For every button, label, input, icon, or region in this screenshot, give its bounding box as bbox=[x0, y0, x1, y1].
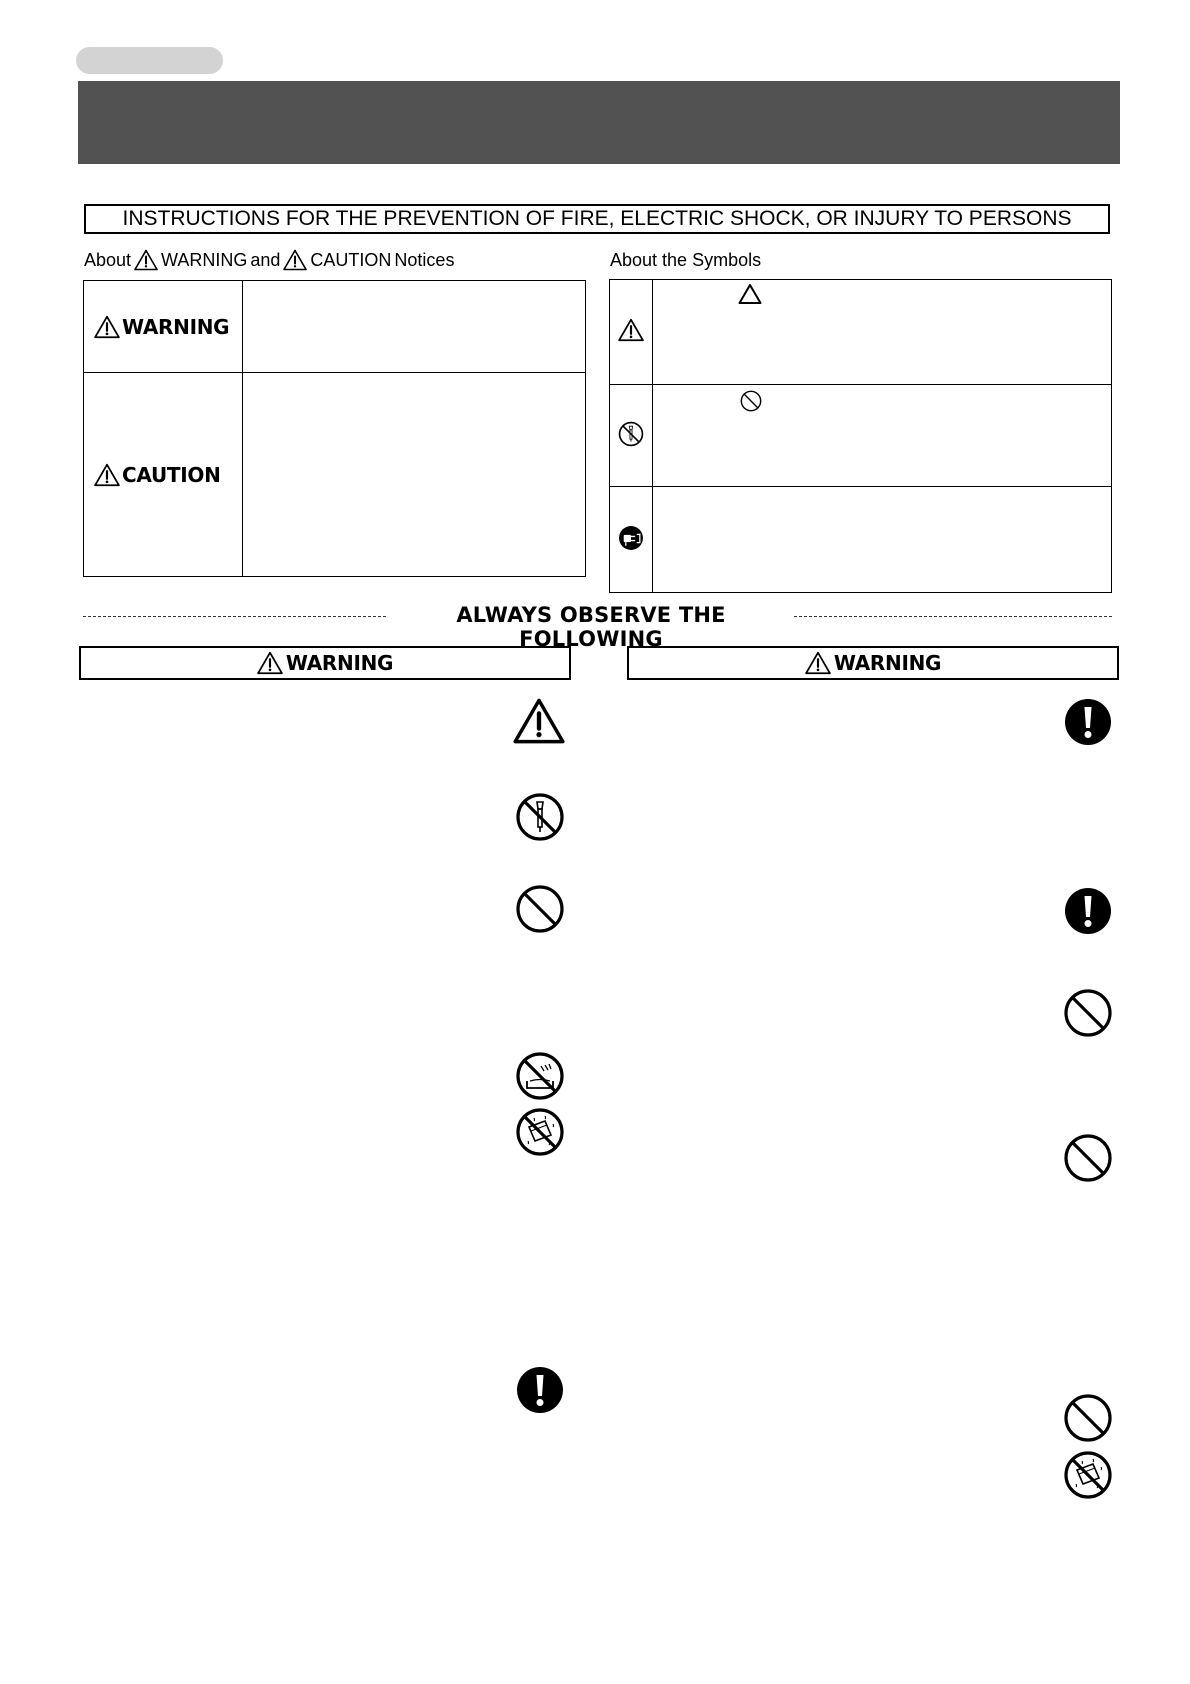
page-title-text: INSTRUCTIONS FOR THE PREVENTION OF FIRE, ELECTRIC SHOCK, OR INJURY TO PERSONS bbox=[122, 207, 1072, 230]
triangle-outline-icon bbox=[738, 283, 762, 305]
notices-table bbox=[83, 280, 586, 577]
warning-triangle-icon bbox=[134, 249, 158, 271]
right-warning-header: WARNING bbox=[627, 646, 1119, 680]
unplug-icon bbox=[618, 525, 644, 551]
no-disassemble-icon bbox=[515, 792, 565, 842]
prohibited-circle-icon bbox=[1063, 1393, 1113, 1443]
notices-section-title: About WARNING and CAUTION Notices bbox=[84, 249, 455, 270]
prohibited-circle-icon bbox=[515, 884, 565, 934]
prohibited-circle-icon bbox=[1063, 1133, 1113, 1183]
always-observe-heading: ALWAYS OBSERVE THE FOLLOWING bbox=[456, 603, 726, 651]
symbol-row-mandatory-text bbox=[653, 487, 1112, 593]
warning-triangle-icon bbox=[94, 315, 120, 339]
warning-triangle-icon bbox=[283, 249, 307, 271]
symbols-table bbox=[609, 279, 1112, 593]
symbol-row-triangle bbox=[610, 280, 1112, 385]
symbol-row-triangle-text bbox=[653, 280, 1112, 385]
left-warning-header: WARNING bbox=[79, 646, 571, 680]
warning-label: WARNING bbox=[84, 315, 242, 339]
no-wet-hands-icon bbox=[1063, 1450, 1113, 1500]
notice-row-warning bbox=[84, 281, 586, 373]
header-tab bbox=[76, 47, 223, 74]
symbol-row-prohibited bbox=[610, 385, 1112, 487]
divider-left bbox=[83, 616, 386, 617]
mandatory-action-icon bbox=[515, 1365, 565, 1415]
warning-triangle-icon bbox=[513, 697, 565, 745]
warning-description bbox=[243, 281, 586, 373]
mandatory-action-icon bbox=[1063, 697, 1113, 747]
no-water-icon bbox=[515, 1051, 565, 1101]
warning-triangle-icon bbox=[94, 463, 120, 487]
warning-triangle-icon bbox=[257, 651, 283, 675]
prohibited-circle-icon bbox=[1063, 988, 1113, 1038]
caution-description bbox=[243, 373, 586, 577]
symbols-section-title: About the Symbols bbox=[610, 250, 762, 270]
no-wet-hands-icon bbox=[515, 1107, 565, 1157]
header-banner bbox=[78, 81, 1120, 164]
warning-triangle-icon bbox=[618, 318, 644, 342]
symbol-row-mandatory bbox=[610, 487, 1112, 593]
page-title bbox=[84, 204, 1110, 234]
notice-row-caution bbox=[84, 373, 586, 577]
divider-right bbox=[794, 616, 1112, 617]
symbol-row-prohibited-text bbox=[653, 385, 1112, 487]
caution-label: CAUTION bbox=[84, 463, 242, 487]
warning-triangle-icon bbox=[805, 651, 831, 675]
mandatory-action-icon bbox=[1063, 886, 1113, 936]
no-disassemble-icon bbox=[618, 421, 644, 447]
prohibited-circle-icon bbox=[740, 390, 762, 412]
